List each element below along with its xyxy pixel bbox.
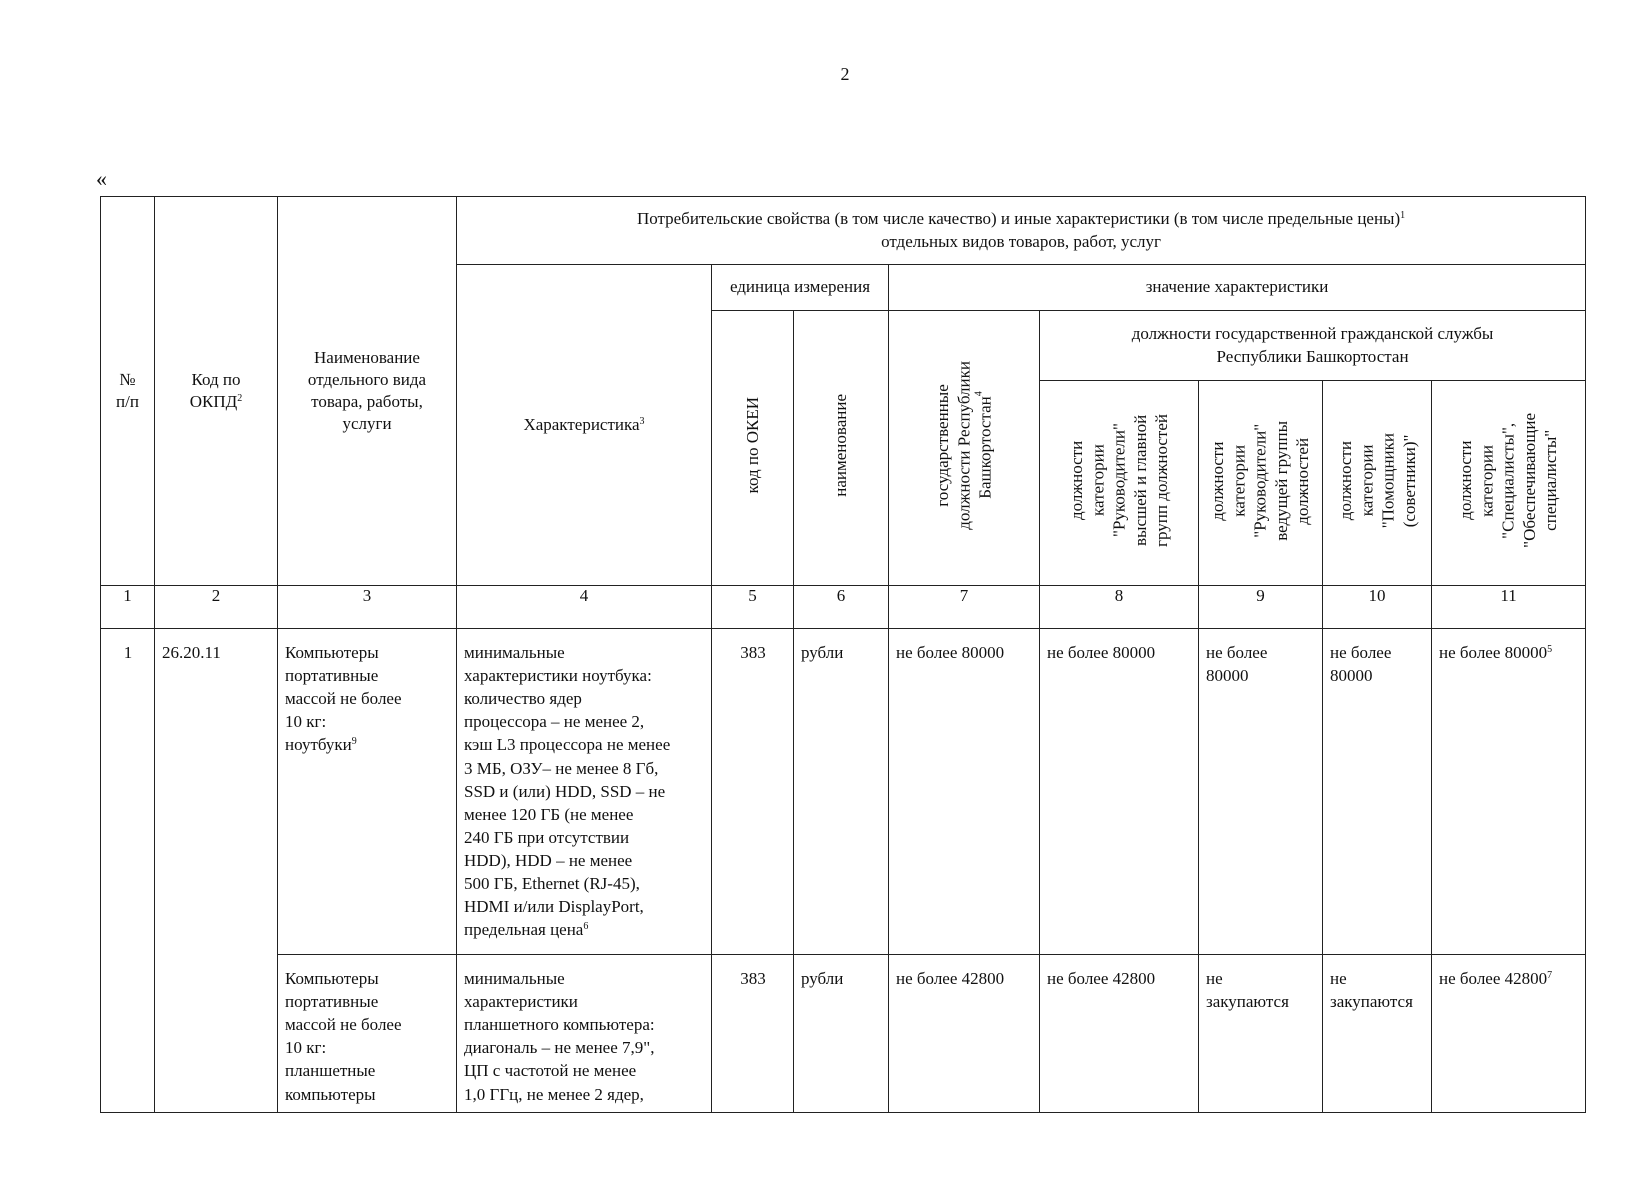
col-num: 2 bbox=[155, 586, 278, 629]
value-specialists: не более 80000$^5$ bbox=[1432, 629, 1586, 955]
value-specialists: не более 42800$^7$ bbox=[1432, 955, 1586, 1113]
col-num: 6 bbox=[794, 586, 889, 629]
value-heads-high: не более 80000 bbox=[1040, 629, 1199, 955]
table-row bbox=[101, 955, 1586, 1113]
header-item-name: Наименование отдельного вида товара, работы, услуги bbox=[278, 197, 457, 586]
okei-code: 383 bbox=[712, 955, 794, 1113]
header-cat-heads-high: должности категории "Руководители" высшей и главной групп должностей bbox=[1040, 381, 1199, 586]
item-name: Компьютеры портативные массой не более 10 кг: планшетные компьютеры bbox=[278, 955, 457, 1113]
col-num: 9 bbox=[1199, 586, 1323, 629]
col-num: 1 bbox=[101, 586, 155, 629]
header-num: № п/п bbox=[101, 197, 155, 586]
value-assistants: не закупаются bbox=[1323, 955, 1432, 1113]
table-row bbox=[101, 629, 1586, 955]
col-num: 7 bbox=[889, 586, 1040, 629]
col-num: 4 bbox=[457, 586, 712, 629]
item-characteristic: минимальные характеристики планшетного компьютера: диагональ – не менее 7,9", ЦП с частотой не менее 1,0 ГГц, не менее 2 ядер, bbox=[457, 955, 712, 1113]
header-unit-name: наименование bbox=[794, 311, 889, 586]
page-number: 2 bbox=[840, 64, 850, 84]
header-okpd: Код по ОКПД$^2$ bbox=[155, 197, 278, 586]
column-number-row bbox=[101, 586, 1586, 629]
col-num: 8 bbox=[1040, 586, 1199, 629]
header-cat-heads-lead: должности категории "Руководители" ведущей группы должностей bbox=[1199, 381, 1323, 586]
row-number: 1 bbox=[101, 629, 155, 1113]
value-heads-lead: не более 80000 bbox=[1199, 629, 1323, 955]
okpd-code: 26.20.11 bbox=[155, 629, 278, 1113]
header-characteristic: Характеристика$^3$ bbox=[457, 265, 712, 586]
header-consumer-properties: Потребительские свойства (в том числе качество) и иные характеристики (в том числе предельные цены)$^1$ отдельных видов товаров, работ, услуг bbox=[457, 197, 1586, 265]
col-num: 5 bbox=[712, 586, 794, 629]
value-heads-high: не более 42800 bbox=[1040, 955, 1199, 1113]
okei-code: 383 bbox=[712, 629, 794, 955]
item-name: Компьютеры портативные массой не более 10 кг: ноутбуки$^9$ bbox=[278, 629, 457, 955]
value-assistants: не более 80000 bbox=[1323, 629, 1432, 955]
col-num: 10 bbox=[1323, 586, 1432, 629]
item-characteristic: минимальные характеристики ноутбука: количество ядер процессора – не менее 2, кэш L3 процессора не менее 3 МБ, ОЗУ– не менее 8 Гб, SSD и (или) HDD, SSD – не менее 120 ГБ (не менее 240 ГБ при отсутствии HDD), HDD – не менее 500 ГБ, Ethernet (RJ-45), HDMI и/или DisplayPort, предельная цена$^6$ bbox=[457, 629, 712, 955]
value-heads-lead: не закупаются bbox=[1199, 955, 1323, 1113]
unit-name: рубли bbox=[794, 955, 889, 1113]
header-okei-code: код по ОКЕИ bbox=[712, 311, 794, 586]
header-unit: единица измерения bbox=[712, 265, 889, 311]
value-gov-positions: не более 42800 bbox=[889, 955, 1040, 1113]
unit-name: рубли bbox=[794, 629, 889, 955]
opening-quote-mark: « bbox=[96, 166, 107, 191]
col-num: 3 bbox=[278, 586, 457, 629]
header-cat-assistants: должности категории "Помощники (советники)" bbox=[1323, 381, 1432, 586]
header-value: значение характеристики bbox=[889, 265, 1586, 311]
col-num: 11 bbox=[1432, 586, 1586, 629]
header-gov-positions: государственные должности Республики Башкортостан$^4$ bbox=[889, 311, 1040, 586]
header-civil-service: должности государственной гражданской службы Республики Башкортостан bbox=[1040, 311, 1586, 381]
header-cat-specialists: должности категории "Специалисты", "Обеспечивающие специалисты" bbox=[1432, 381, 1586, 586]
value-gov-positions: не более 80000 bbox=[889, 629, 1040, 955]
procurement-characteristics-table bbox=[100, 196, 1586, 1113]
